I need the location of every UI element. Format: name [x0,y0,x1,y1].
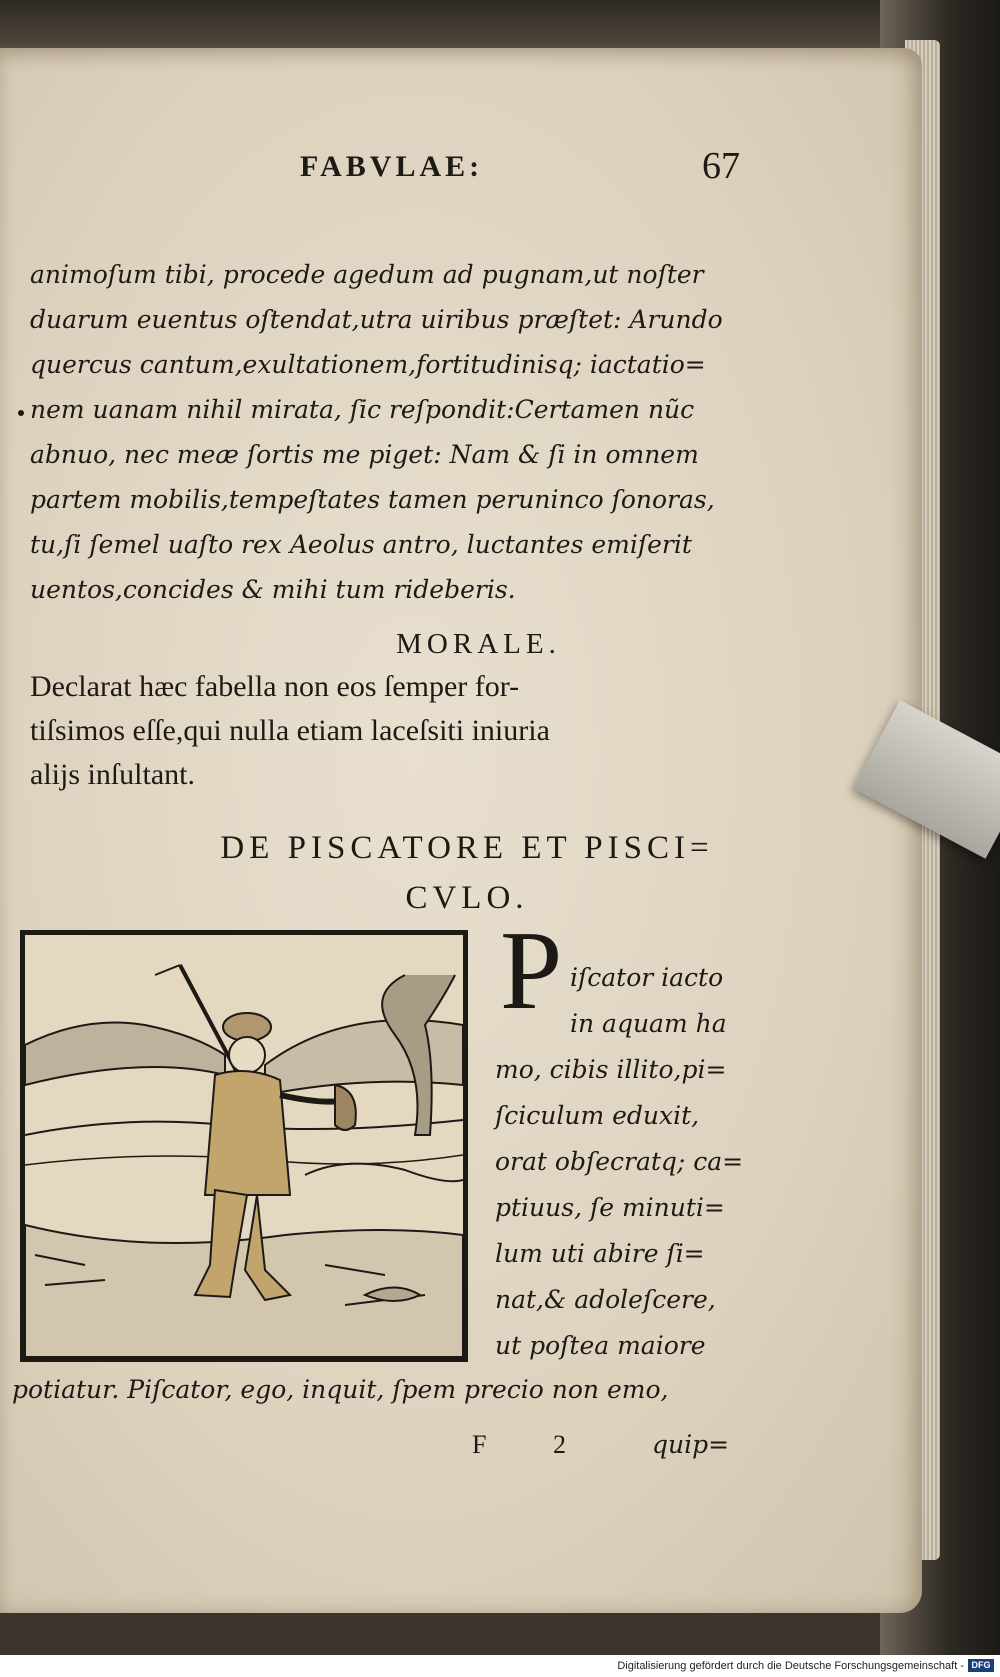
text-line: nat,& adoleſcere, [495,1285,716,1314]
running-head-title: FABVLAE: [300,150,484,183]
fable-text-continued [30,252,770,612]
signature-mark: F 2 [472,1430,596,1459]
fisherman-woodcut-illustration [20,930,468,1362]
fable-title-line2: CVLO. [405,880,529,916]
woodcut-drawing [25,935,463,1357]
text-line: ptiuus, ſe minuti= [495,1193,725,1222]
text-line: lum uti abire ſi= [495,1239,705,1268]
catchword: quip= [652,1430,730,1459]
text-line: animoſum tibi, procede agedum ad pugnam,ut noſter [30,260,704,289]
text-line: mo, cibis illito,pi= [495,1055,727,1084]
text-line: in aquam ha [570,1009,727,1038]
fable-text-beside-illustration [495,955,755,1369]
moral-text [30,665,760,797]
moral-heading: MORALE. [396,628,561,660]
page-number: 67 [702,145,740,187]
text-line: ut poſtea maiore [495,1331,706,1360]
text-line: orat obſecratq; ca= [495,1147,744,1176]
dfg-logo: DFG [968,1659,994,1672]
text-line: tu,ſi ſemel uaſto rex Aeolus antro, luctantes emiſerit [30,530,692,559]
text-line: partem mobilis,tempeſtates tamen peruninco ſonoras, [30,485,715,514]
text-line: iſcator iacto [570,963,724,992]
moral-line: Declarat hæc fabella non eos ſemper for- [30,670,520,703]
drop-cap: P [500,909,563,1033]
text-line: abnuo, nec meæ ſortis me piget: Nam & ſi in omnem [30,440,699,469]
footer-credit: Digitalisierung gefördert durch die Deutsche Forschungsgemeinschaft - [617,1660,964,1672]
text-line: ſciculum eduxit, [495,1101,700,1130]
fable-title-line1: DE PISCATORE ET PISCI= [220,830,714,866]
text-line: nem uanam nihil mirata, ſic reſpondit:Certamen nũc [30,395,695,424]
moral-line: tiſsimos eſſe,qui nulla etiam laceſsiti iniuria [30,714,550,747]
text-line: potiatur. Piſcator, ego, inquit, ſpem precio non emo, [12,1375,669,1404]
text-line: duarum euentus oſtendat,utra uiribus præſtet: Arundo [30,305,723,334]
margin-mark [18,410,24,416]
moral-line: alijs inſultant. [30,758,195,791]
text-line: quercus cantum,exultationem,fortitudinisq; iactatio= [30,350,706,379]
text-line: uentos,concides & mihi tum rideberis. [30,575,516,604]
